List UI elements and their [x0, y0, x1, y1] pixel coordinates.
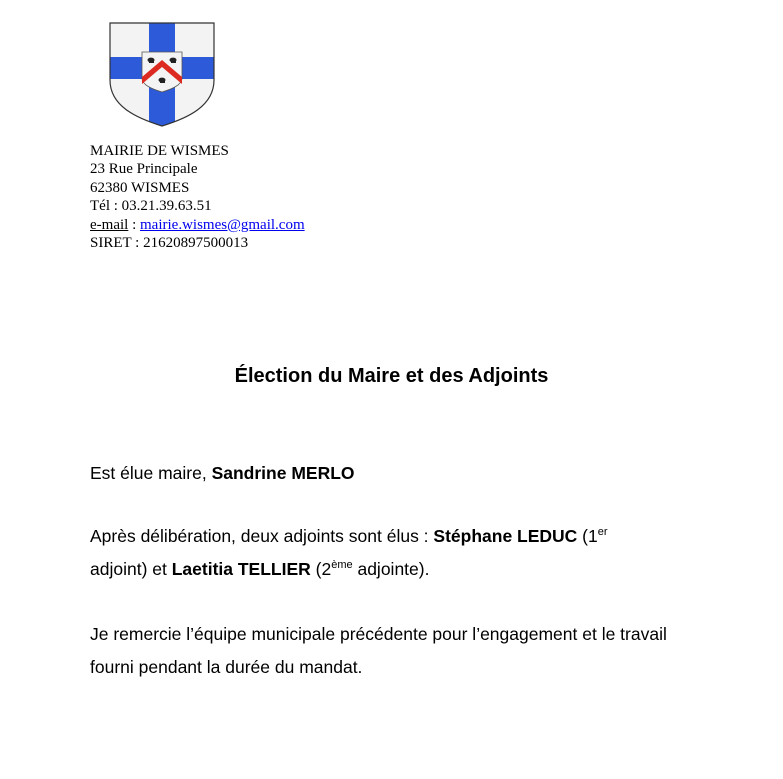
letterhead [90, 142, 305, 252]
first-adjoint-ordinal: er [597, 526, 608, 538]
second-adjoint-ordinal: ème [331, 559, 353, 571]
email-link[interactable]: mairie.wismes@gmail.com [140, 216, 305, 233]
mayor-intro: Est élue maire, [90, 463, 212, 483]
phone-number: Tél : 03.21.39.63.51 [90, 198, 212, 215]
adjoints-paragraph [90, 520, 690, 586]
town-hall-name: MAIRIE DE WISMES [90, 143, 229, 159]
email-label: e-mail [90, 216, 129, 233]
street-address: 23 Rue Principale [90, 161, 198, 178]
wismes-coat-of-arms [108, 22, 216, 128]
email-line [90, 216, 305, 234]
first-adjoint-role: adjoint) et [90, 559, 172, 579]
adjoints-intro: Après délibération, deux adjoints sont élus : [90, 526, 434, 546]
second-adjoint-open: (2 [310, 559, 332, 579]
thanks-paragraph: Je remercie l’équipe municipale précédente pour l’engagement et le travail fourni pendant la durée du mandat. [90, 624, 667, 677]
second-adjoint-name: Laetitia TELLIER [171, 559, 311, 579]
mayor-name: Sandrine MERLO [211, 463, 355, 483]
first-adjoint-open: (1 [577, 526, 598, 546]
mayor-paragraph [90, 457, 690, 490]
postal-city: 62380 WISMES [90, 179, 190, 196]
second-adjoint-role: adjointe). [352, 559, 430, 579]
first-adjoint-name: Stéphane LEDUC [433, 526, 578, 546]
email-separator: : [128, 216, 140, 233]
siret-number: SIRET : 21620897500013 [90, 235, 249, 252]
document-title: Élection du Maire et des Adjoints [234, 365, 549, 387]
